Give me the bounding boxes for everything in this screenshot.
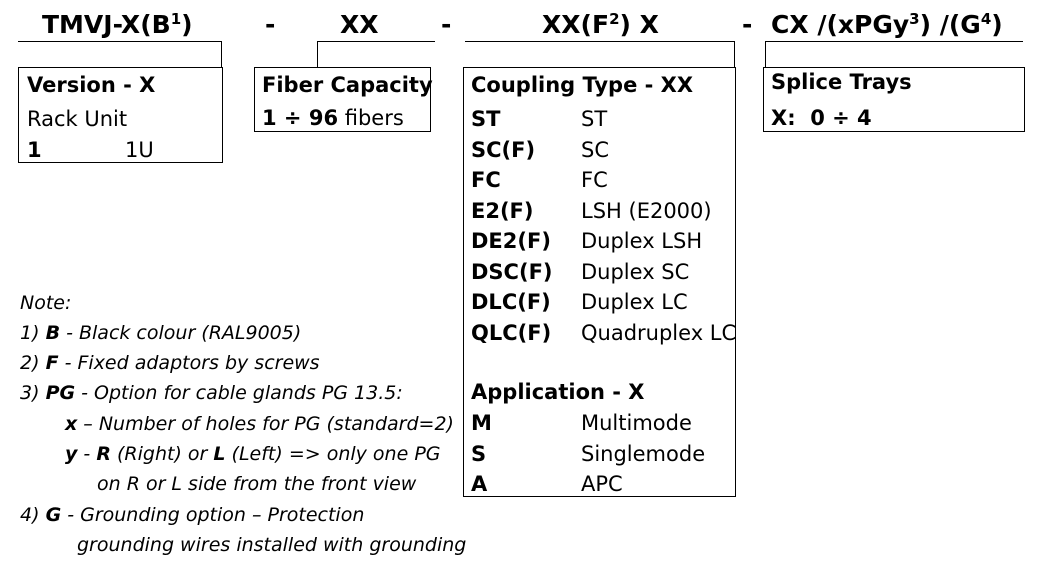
note-4-continued: grounding wires installed with grounding	[77, 534, 467, 556]
version-value: 1U	[125, 138, 154, 162]
underline-fiber	[317, 41, 435, 42]
list-item: DE2(F) Duplex LSH	[471, 229, 703, 253]
splice-range: X: 0 ÷ 4	[771, 106, 872, 130]
note-3: 3) PG - Option for cable glands PG 13.5:	[20, 382, 403, 404]
list-item: M Multimode	[471, 411, 692, 435]
list-item: QLC(F) Quadruplex LC	[471, 320, 737, 345]
connector-version	[221, 41, 222, 67]
connector-coupling	[734, 41, 735, 67]
note-3b: y - R (Right) or L (Left) => only one PG	[65, 443, 441, 465]
list-item: SC(F) SC	[471, 137, 609, 162]
list-item: FC FC	[471, 168, 608, 192]
separator: -	[742, 10, 753, 39]
note-2: 2) F - Fixed adaptors by screws	[20, 352, 320, 374]
list-item: DSC(F) Duplex SC	[471, 259, 690, 284]
note-3b-continued: on R or L side from the front view	[97, 473, 417, 495]
fiber-title: Fiber Capacity	[262, 73, 433, 97]
underline-tray	[765, 41, 1023, 42]
coupling-title: Coupling Type - XX	[471, 73, 694, 97]
list-item: DLC(F) Duplex LC	[471, 290, 688, 314]
code-coupling: $XX(F^2)$ X	[542, 10, 659, 39]
fiber-range: 1 ÷ 96 fibers	[262, 106, 404, 130]
separator: -	[441, 10, 452, 39]
notes-heading: Note:	[20, 292, 72, 314]
separator: -	[265, 10, 276, 39]
connector-tray	[765, 41, 766, 67]
version-title: Version - X	[27, 73, 156, 97]
version-code: 1	[27, 138, 42, 162]
underline-version	[18, 41, 222, 42]
list-item: S Singlemode	[471, 441, 706, 466]
code-fiber: XX	[340, 10, 379, 39]
connector-fiber	[317, 41, 318, 67]
code-main: TMVJ-$X(B^1)$	[42, 10, 193, 39]
note-1: 1) B - Black colour (RAL9005)	[20, 322, 302, 344]
list-item: ST ST	[471, 107, 608, 131]
splice-title: Splice Trays	[771, 70, 912, 94]
note-4: 4) G - Grounding option – Protection	[20, 504, 365, 526]
list-item: E2(F) LSH (E2000)	[471, 198, 712, 223]
underline-coupling	[465, 41, 735, 42]
list-item: A APC	[471, 472, 623, 496]
version-subtitle: Rack Unit	[27, 107, 128, 131]
application-title: Application - X	[471, 380, 645, 404]
note-3a: x – Number of holes for PG (standard=2)	[65, 413, 454, 435]
application-list	[471, 408, 731, 500]
coupling-list	[471, 104, 737, 348]
code-tray: CX /(xPGy$^3$) $/(G^4)$	[771, 10, 1003, 39]
